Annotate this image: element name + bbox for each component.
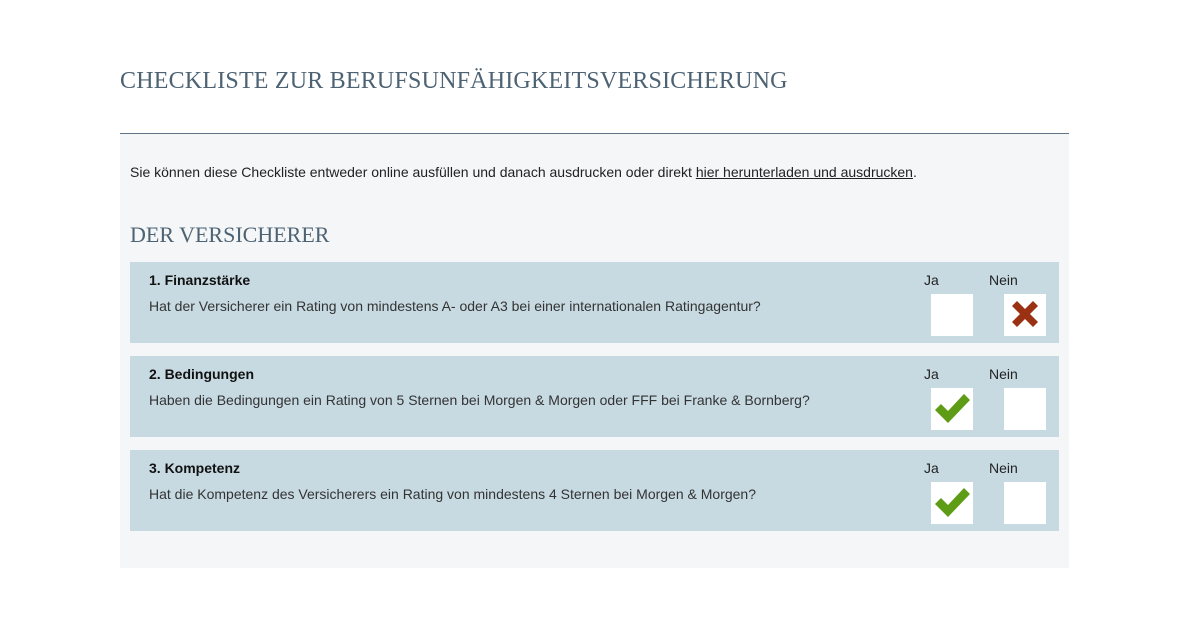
yes-label: Ja: [924, 272, 939, 288]
yes-checkbox[interactable]: [931, 388, 973, 430]
no-label: Nein: [989, 366, 1018, 382]
intro-suffix: .: [912, 164, 917, 180]
no-label: Nein: [989, 272, 1018, 288]
question-title: 3. Kompetenz: [149, 460, 241, 476]
check-icon: [931, 482, 973, 524]
question-text: Hat die Kompetenz des Versicherers ein Rating von mindestens 4 Sternen bei Morgen & Morgen?: [149, 486, 757, 502]
intro-sentence: Sie können diese Checkliste entweder online ausfüllen und danach ausdrucken oder direkt: [130, 164, 696, 180]
page-title: CHECKLISTE ZUR BERUFSUNFÄHIGKEITSVERSICHERUNG: [120, 68, 788, 94]
question-title: 1. Finanzstärke: [149, 272, 251, 288]
no-checkbox[interactable]: [1004, 294, 1046, 336]
yes-checkbox[interactable]: [931, 294, 973, 336]
download-link[interactable]: hier herunterladen und ausdrucken: [695, 164, 913, 180]
cross-icon: [1004, 294, 1046, 336]
question-text: Haben die Bedingungen ein Rating von 5 Sternen bei Morgen & Morgen oder FFF bei Franke & Bornberg?: [149, 392, 810, 408]
no-checkbox[interactable]: [1004, 388, 1046, 430]
question-text: Hat der Versicherer ein Rating von mindestens A- oder A3 bei einer internationalen Ratingagentur?: [149, 298, 761, 314]
intro-text: [130, 164, 917, 180]
no-label: Nein: [989, 460, 1018, 476]
section-title: DER VERSICHERER: [130, 222, 330, 247]
question-title: 2. Bedingungen: [149, 366, 254, 382]
question-row-finanzstaerke: [130, 262, 1059, 343]
checklist-panel: [120, 133, 1069, 568]
question-row-kompetenz: [130, 450, 1059, 531]
check-icon: [931, 388, 973, 430]
yes-label: Ja: [924, 366, 939, 382]
question-row-bedingungen: [130, 356, 1059, 437]
no-checkbox[interactable]: [1004, 482, 1046, 524]
yes-checkbox[interactable]: [931, 482, 973, 524]
yes-label: Ja: [924, 460, 939, 476]
